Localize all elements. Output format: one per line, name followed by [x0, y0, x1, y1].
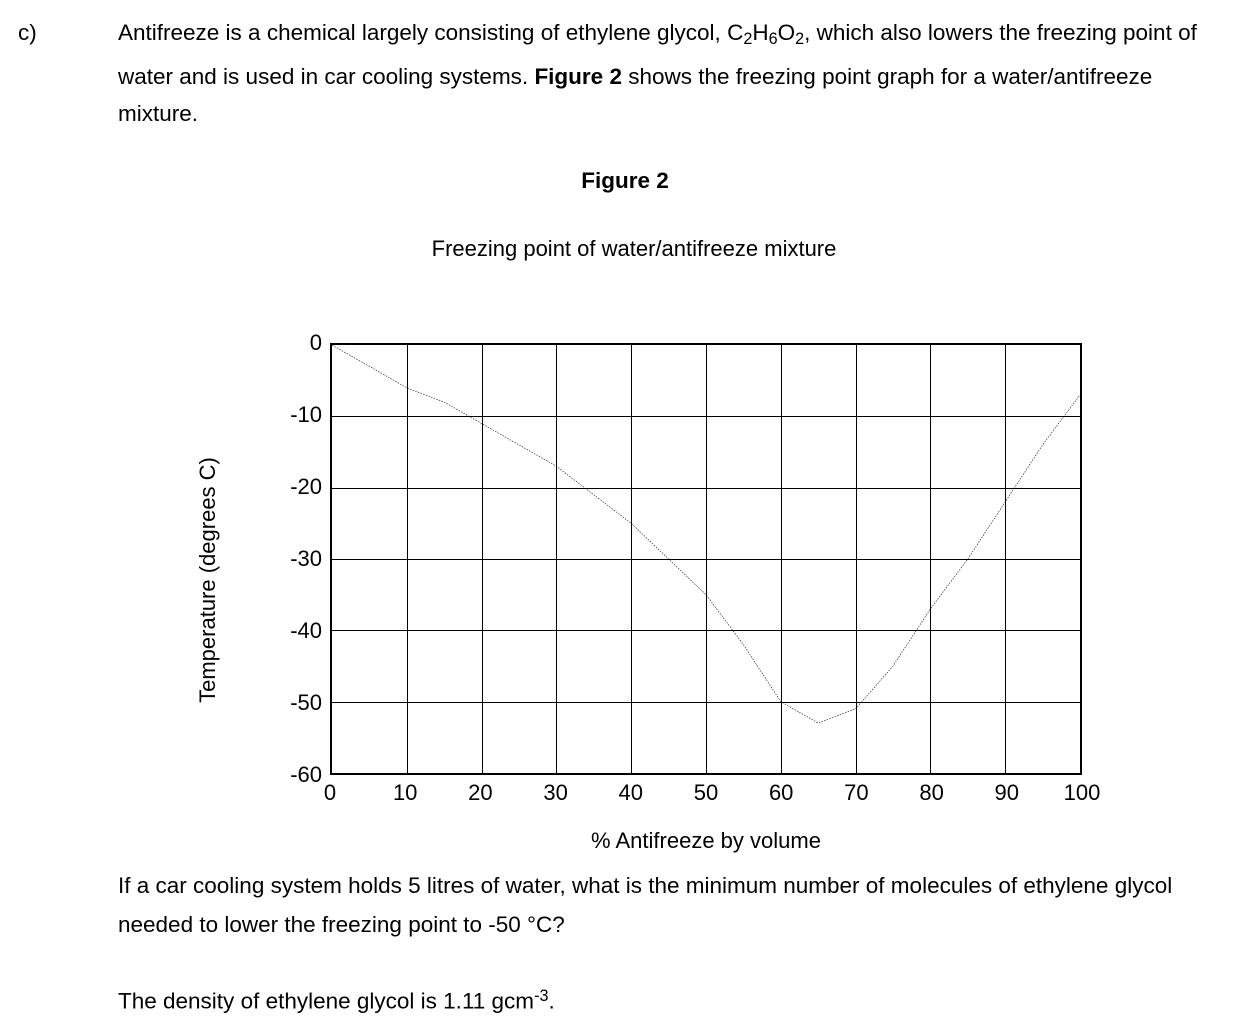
y-tick-0: 0: [309, 330, 322, 355]
x-tick-50: 50: [693, 780, 719, 805]
y-tick-labels: [248, 330, 322, 787]
x-tick-70: 70: [844, 780, 869, 805]
figure-reference: Figure 2: [534, 64, 622, 90]
question-followup-1: If a car cooling system holds 5 litres of water, what is the minimum number of molecules of ethylene glycol needed to lower the freezing point to -50 °C?: [118, 873, 1173, 937]
x-tick-10: 10: [392, 780, 418, 805]
chart-area: [0, 280, 1250, 853]
x-tick-20: 20: [468, 780, 493, 805]
x-tick-60: 60: [768, 780, 794, 805]
chemical-formula: $C_2H_6O_2$: [727, 20, 805, 49]
y-tick-60: -60: [290, 762, 322, 787]
formula-sub-6: 6: [768, 30, 778, 49]
chart-block: [0, 236, 1250, 853]
formula-sub-2b: 2: [795, 30, 805, 49]
x-tick-80: 80: [919, 780, 944, 805]
question-text-part-2: , which also lowers the freezing point of water and is used in car cooling systems.: [118, 20, 1197, 90]
y-tick-20: -20: [290, 473, 322, 499]
formula-sub-2: 2: [743, 30, 753, 49]
question-label: c): [18, 20, 37, 45]
question-text-part-1: Antifreeze is a chemical largely consisting of ethylene glycol,: [118, 20, 728, 45]
x-tick-30: 30: [543, 780, 568, 805]
figure-caption: Figure 2: [581, 168, 669, 193]
y-tick-50: -50: [290, 689, 322, 715]
freezing-point-curve: [332, 345, 1080, 773]
x-axis-title: % Antifreeze by volume: [591, 828, 821, 853]
density-period: .: [548, 988, 555, 1014]
density-text: The density of ethylene glycol is 1.11 gcm: [118, 988, 535, 1014]
x-tick-labels: [323, 780, 1101, 812]
question-stem: [18, 14, 1233, 132]
x-tick-0: 0: [323, 780, 337, 805]
question-text: [118, 14, 1233, 132]
question-text-part-3: shows the freezing point graph for a water/antifreeze mixture.: [118, 64, 1153, 127]
x-tick-40: 40: [618, 780, 644, 805]
question-followup-2: [118, 977, 1233, 1020]
chart-title: Freezing point of water/antifreeze mixture: [431, 236, 837, 261]
x-tick-90: 90: [994, 780, 1020, 805]
x-tick-100: 100: [1063, 780, 1101, 805]
y-tick-30: -30: [290, 546, 322, 571]
y-tick-40: -40: [290, 617, 322, 643]
y-axis-title: Temperature (degrees C): [195, 457, 220, 703]
density-exponent: -3: [534, 987, 549, 1005]
y-tick-10: -10: [290, 401, 322, 427]
plot-area: [330, 343, 1082, 775]
